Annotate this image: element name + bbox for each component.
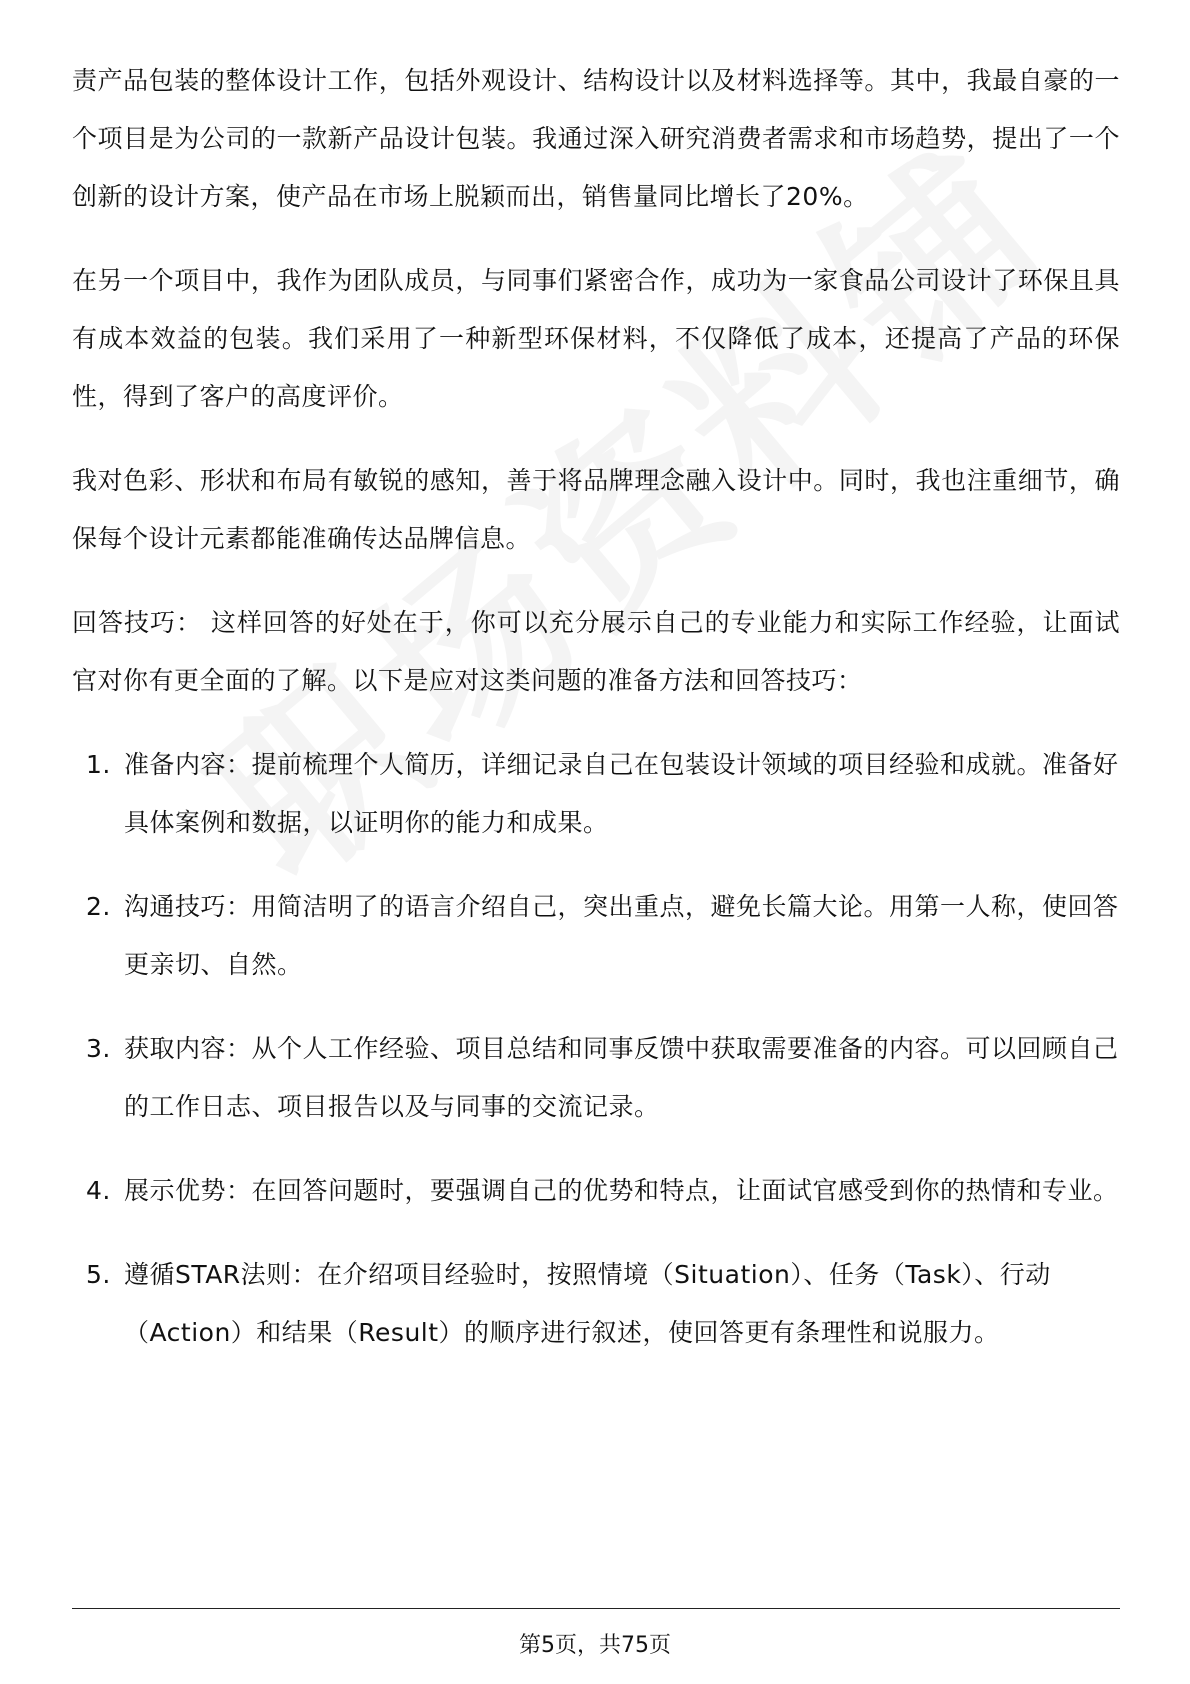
page-number: 第5页，共75页 (519, 1633, 671, 1658)
list-item-text: 沟通技巧：用简洁明了的语言介绍自己，突出重点，避免长篇大论。用第一人称，使回答更亲切、自然。 (124, 892, 1119, 979)
list-item-text: 展示优势：在回答问题时，要强调自己的优势和特点，让面试官感受到你的热情和专业。 (124, 1176, 1119, 1205)
list-item (72, 1020, 1120, 1136)
list-item-text: 获取内容：从个人工作经验、项目总结和同事反馈中获取需要准备的内容。可以回顾自己的工作日志、项目报告以及与同事的交流记录。 (124, 1034, 1119, 1121)
list-item-number: 5. (86, 1260, 111, 1289)
paragraph-answer-tips: 回答技巧： 这样回答的好处在于，你可以充分展示自己的专业能力和实际工作经验，让面试官对你有更全面的了解。以下是应对这类问题的准备方法和回答技巧： (72, 608, 1120, 695)
list-item-text: 准备内容：提前梳理个人简历，详细记录自己在包装设计领域的项目经验和成就。准备好具体案例和数据，以证明你的能力和成果。 (124, 750, 1119, 837)
document-body (72, 52, 1120, 1388)
list-item-number: 2. (86, 892, 111, 921)
list-item-number: 1. (86, 750, 111, 779)
list-item-number: 3. (86, 1034, 111, 1063)
list-item (72, 1162, 1120, 1220)
paragraph-team-project: 在另一个项目中，我作为团队成员，与同事们紧密合作，成功为一家食品公司设计了环保且具有成本效益的包装。我们采用了一种新型环保材料，不仅降低了成本，还提高了产品的环保性，得到了客户的高度评价。 (72, 266, 1120, 411)
list-item-text: 遵循STAR法则：在介绍项目经验时，按照情境（Situation）、任务（Task）、行动（Action）和结果（Result）的顺序进行叙述，使回答更有条理性和说服力。 (124, 1260, 1051, 1347)
paragraph-design-experience: 责产品包装的整体设计工作，包括外观设计、结构设计以及材料选择等。其中，我最自豪的一个项目是为公司的一款新产品设计包装。我通过深入研究消费者需求和市场趋势，提出了一个创新的设计方案，使产品在市场上脱颖而出，销售量同比增长了20%。 (72, 66, 1120, 211)
list-item-number: 4. (86, 1176, 111, 1205)
list-item (72, 736, 1120, 852)
paragraph-design-sense: 我对色彩、形状和布局有敏锐的感知，善于将品牌理念融入设计中。同时，我也注重细节，确保每个设计元素都能准确传达品牌信息。 (72, 466, 1120, 553)
list-item (72, 1246, 1120, 1362)
list-item (72, 878, 1120, 994)
footer-divider (72, 1608, 1120, 1609)
tips-list (72, 736, 1120, 1362)
